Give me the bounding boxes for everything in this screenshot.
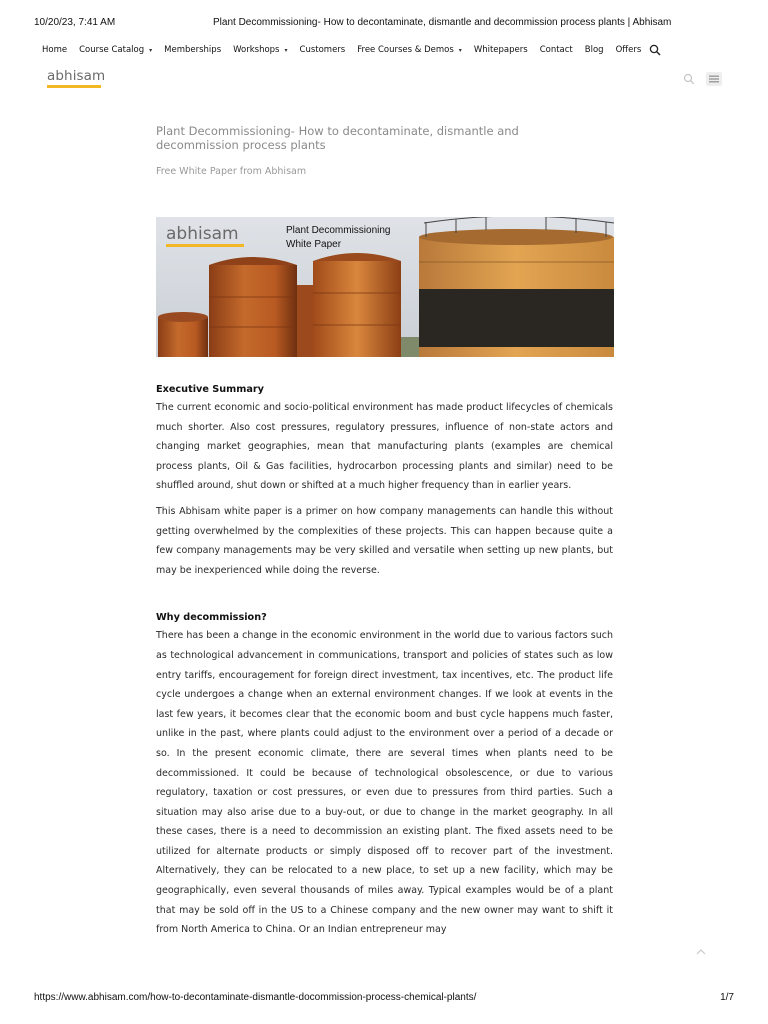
caret-down-icon: ▾ bbox=[149, 46, 153, 54]
nav-item-course-catalog[interactable]: Course Catalog ▾ bbox=[79, 45, 153, 55]
caret-down-icon: ▾ bbox=[284, 46, 288, 54]
banner-caption-line2: White Paper bbox=[286, 239, 342, 250]
main-nav bbox=[42, 43, 661, 57]
print-page-title: Plant Decommissioning- How to decontaminate, dismantle and decommission process plants | Abhisam bbox=[213, 17, 672, 28]
print-page-number: 1/7 bbox=[720, 992, 734, 1003]
nav-item-free-courses-demos[interactable]: Free Courses & Demos ▾ bbox=[357, 45, 462, 55]
page-subtitle: Free White Paper from Abhisam bbox=[156, 166, 307, 177]
banner-logo: abhisam bbox=[166, 224, 239, 244]
banner-caption-line1: Plant Decommissioning bbox=[286, 225, 391, 236]
nav-item-workshops[interactable]: Workshops ▾ bbox=[233, 45, 288, 55]
print-url: https://www.abhisam.com/how-to-decontaminate-dismantle-docommission-process-chemical-plants/ bbox=[34, 992, 477, 1003]
paragraph: There has been a change in the economic environment in the world due to various factors such as technological advancement in communications, transport and policies of states such as low entry tariffs, encouragement for foreign direct investment, tax incentives, etc. The product life cycle undergoes a change when an external environment changes. If we look at events in the last few years, it becomes clear that the economic boom and bust cycle happens much faster, unlike in the past, where plants could adjust to the environment over a period of a decade or so. In the present economic climate, there are several times when plants need to be decommissioned. It could be because of technological obsolescence, or due to various regulatory, taxation or cost pressures, or even due to pressures from third parties. Such a situation may also arise due to a buy-out, or due to change in the market geography. In all these cases, there is a need to decommission an existing plant. The fixed assets need to be utilized for alternate products or simply disposed off to recover part of the investment. Alternatively, they can be relocated to a new place, to set up a new facility, which may be geographically, even several thousands of miles away. Typical examples would be of a plant that may be sold off in the US to a Chinese company and the new owner may want to shift it from North America to China. Or an Indian entrepreneur may bbox=[156, 630, 613, 936]
section-heading-executive-summary: Executive Summary bbox=[156, 384, 264, 395]
nav-item-offers[interactable]: Offers bbox=[615, 45, 642, 55]
site-logo[interactable]: abhisam bbox=[47, 68, 106, 84]
print-header bbox=[34, 17, 734, 31]
search-icon[interactable] bbox=[649, 44, 661, 56]
article-body bbox=[156, 382, 613, 940]
nav-item-whitepapers[interactable]: Whitepapers bbox=[473, 45, 528, 55]
section-heading-why-decommission: Why decommission? bbox=[156, 612, 267, 624]
print-timestamp: 10/20/23, 7:41 AM bbox=[34, 17, 116, 28]
hamburger-menu-icon[interactable] bbox=[706, 72, 722, 86]
nav-item-contact[interactable]: Contact bbox=[539, 45, 573, 55]
section-spacer bbox=[156, 580, 613, 610]
paragraph: This Abhisam white paper is a primer on how company managements can handle this without getting overwhelmed by the complexities of these projects. This can happen because quite a few company managements may be very skilled and versatile when setting up new plants, but may be inexperienced while doing the reverse. bbox=[156, 505, 613, 576]
print-footer bbox=[34, 992, 734, 1006]
nav-item-blog[interactable]: Blog bbox=[584, 45, 604, 55]
nav-item-home[interactable]: Home bbox=[42, 45, 68, 55]
nav-item-memberships[interactable]: Memberships bbox=[164, 45, 222, 55]
chevron-up-icon[interactable] bbox=[695, 948, 707, 958]
caret-down-icon: ▾ bbox=[458, 46, 462, 54]
nav-item-customers[interactable]: Customers bbox=[299, 45, 346, 55]
banner-image bbox=[156, 217, 614, 357]
search-icon[interactable] bbox=[683, 73, 695, 85]
paragraph: The current economic and socio-political environment has made product lifecycles of chemicals much shorter. Also cost pressures, regulatory pressures, influence of non-state actors and changing market geographies, mean that manufacturing plants (examples are chemical process plants, Oil & Gas facilities, hydrocarbon processing plants and similar) need to be shuffled around, shut down or shifted at a much higher frequency than in earlier years. bbox=[156, 402, 613, 492]
page-title: Plant Decommissioning- How to decontaminate, dismantle and decommission process plants bbox=[156, 124, 519, 152]
logo-underline bbox=[47, 85, 101, 88]
